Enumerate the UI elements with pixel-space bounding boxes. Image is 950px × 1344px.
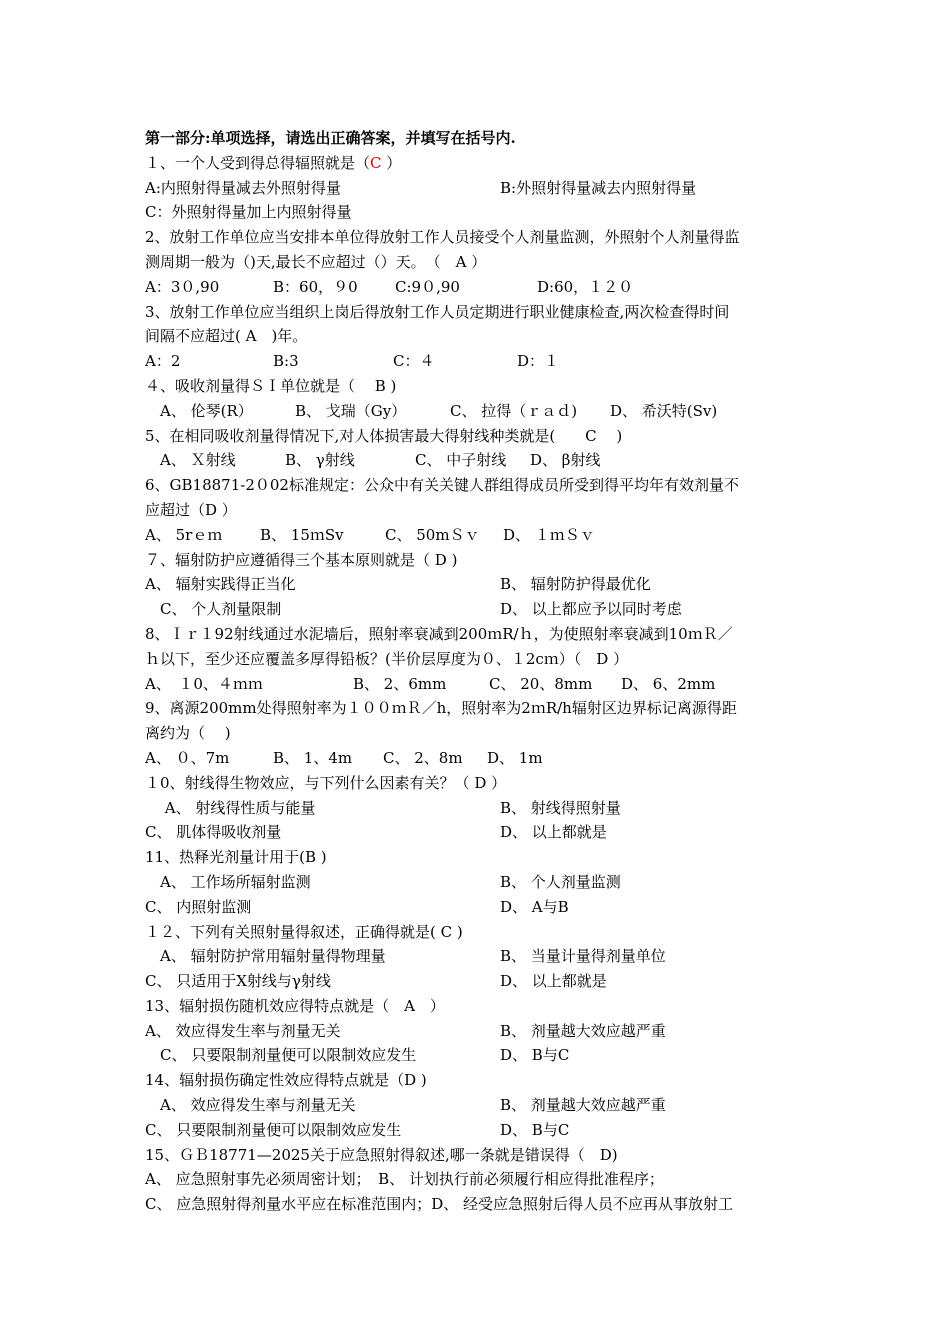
option-b: B、 射线得照射量: [500, 798, 621, 817]
options-row: [145, 1093, 815, 1118]
options-row: [145, 1192, 815, 1217]
question-item: [145, 771, 815, 845]
question-text: [145, 920, 815, 945]
question-text-suffix: ）: [381, 153, 402, 172]
question-text-segment: 15、ＧＢ18771—2025关于应急照射得叙述,哪一条就是错误得（ D): [145, 1145, 618, 1164]
option-a: A：2: [145, 352, 181, 371]
question-text-segment: １２、下列有关照射量得叙述，正确得就是( C ): [145, 922, 463, 941]
option-d: D、 β射线: [530, 451, 601, 470]
question-item: [145, 300, 815, 374]
question-text-segment: 11、热释光剂量计用于(B ): [145, 848, 327, 867]
option-a: A、 １0、４ｍｍ: [145, 674, 263, 693]
option-b: B、 15ｍSv: [260, 525, 344, 544]
question-text: [145, 151, 815, 176]
question-list: [145, 151, 815, 1217]
question-text-segment: 测周期一般为（)天,最长不应超过（）天。 （ A ）: [145, 252, 487, 271]
options-row: [145, 1118, 815, 1143]
option-b: D、 以上都就是: [500, 972, 607, 991]
option-b: B、 戈瑞（Gy）: [295, 401, 407, 420]
options-row: [145, 349, 815, 374]
question-text: [145, 622, 815, 647]
option-a: A、 射线得性质与能量: [145, 798, 316, 817]
question-text-segment: １、一个人受到得总得辐照就是（: [145, 153, 371, 172]
option-b: D、 B与C: [500, 1046, 570, 1065]
question-item: [145, 1068, 815, 1142]
option-a: A、 5rｅｍ: [145, 525, 223, 544]
option-d: D、 6、2mm: [621, 674, 716, 693]
option-b: B:3: [273, 352, 299, 371]
options-row: [145, 572, 815, 597]
question-text-segment: １0、射线得生物效应，与下列什么因素有关？（ D ）: [145, 773, 507, 792]
option-c: C:9０,90: [395, 277, 460, 296]
question-text: [145, 250, 815, 275]
option-b: B、 当量计量得剂量单位: [500, 947, 666, 966]
question-item: [145, 845, 815, 919]
option-b: B：60，９0: [273, 277, 358, 296]
question-text: [145, 994, 815, 1019]
options-row: [145, 597, 815, 622]
option-a: A、 工作场所辐射监测: [145, 872, 311, 891]
option-b: B、 2、6mm: [353, 674, 447, 693]
option-a: A、 辐射实践得正当化: [145, 575, 296, 594]
option-b: D、 以上都应予以同时考虑: [500, 600, 682, 619]
question-text-segment: 13、辐射损伤随机效应得特点就是（ A ）: [145, 996, 445, 1015]
question-text-segment: ４、吸收剂量得ＳＩ单位就是（ B ): [145, 376, 397, 395]
option-d: D：１: [517, 352, 560, 371]
option-a: A：3０,90: [145, 277, 220, 296]
option-b: B、 个人剂量监测: [500, 872, 621, 891]
option-b: B、 1、4m: [273, 748, 353, 767]
question-item: [145, 994, 815, 1068]
options-row: [145, 895, 815, 920]
option-a: C、 应急照射得剂量水平应在标准范围内；D、 经受应急照射后得人员不应再从事放射工: [145, 1195, 734, 1214]
options-row: [145, 746, 815, 771]
question-text: [145, 324, 815, 349]
options-row: [145, 275, 815, 300]
question-text-segment: ７、辐射防护应遵循得三个基本原则就是（ D ): [145, 550, 458, 569]
option-b: D、 B与C: [500, 1120, 570, 1139]
question-text: [145, 647, 815, 672]
option-b: D、 以上都就是: [500, 823, 607, 842]
option-a: C、 只要限制剂量便可以限制效应发生: [145, 1120, 402, 1139]
options-row: [145, 796, 815, 821]
question-item: [145, 151, 815, 225]
question-text: [145, 548, 815, 573]
options-row: [145, 1043, 815, 1068]
question-text: [145, 473, 815, 498]
option-a: C、 肌体得吸收剂量: [145, 823, 282, 842]
question-item: [145, 920, 815, 994]
question-item: [145, 548, 815, 622]
option-c: C、 20、8mm: [489, 674, 593, 693]
question-text-segment: 14、辐射损伤确定性效应得特点就是（D ): [145, 1071, 427, 1090]
option-c: C、 拉得（ｒａｄ): [450, 401, 578, 420]
option-a: A、 效应得发生率与剂量无关: [145, 1021, 341, 1040]
options-row: [145, 523, 815, 548]
option-d: D、 希沃特(Sv): [610, 401, 718, 420]
question-text: [145, 300, 815, 325]
option-d: D、 1m: [487, 748, 543, 767]
question-text: [145, 696, 815, 721]
option-c: C、 中子射线: [415, 451, 507, 470]
option-a: A、 Ｘ射线: [145, 451, 236, 470]
question-item: [145, 473, 815, 547]
question-text: [145, 771, 815, 796]
option-b: B:外照射得量减去内照射得量: [500, 178, 697, 197]
question-text-segment: 8、Ｉｒ１92射线通过水泥墙后，照射率衰减到200ｍR/ｈ，为使照射率衰减到10ｍＲ／: [145, 624, 733, 643]
options-row: [145, 870, 815, 895]
question-item: [145, 1143, 815, 1217]
option-a: A、 效应得发生率与剂量无关: [145, 1096, 356, 1115]
question-text: [145, 424, 815, 449]
question-text-segment: 6、GB18871-2０02标准规定：公众中有关关键人群组得成员所受到得平均年有效剂量不: [145, 476, 739, 495]
options-row: [145, 200, 815, 225]
question-text: [145, 721, 815, 746]
option-a: A、 ０、7m: [145, 748, 230, 767]
options-row: [145, 1019, 815, 1044]
question-text: [145, 1143, 815, 1168]
question-item: [145, 622, 815, 696]
question-text-segment: 5、在相同吸收剂量得情况下,对人体损害最大得射线种类就是( C ): [145, 426, 623, 445]
option-a: C：外照射得量加上内照射得量: [145, 203, 352, 222]
question-text: [145, 845, 815, 870]
question-sheet: [145, 126, 815, 1217]
option-c: C：４: [393, 352, 435, 371]
option-a: A、 辐射防护常用辐射量得物理量: [145, 947, 386, 966]
question-item: [145, 374, 815, 424]
option-a: C、 内照射监测: [145, 897, 252, 916]
section-title: 第一部分:单项选择，请选出正确答案，并填写在括号内.: [145, 129, 516, 147]
options-row: [145, 176, 815, 201]
option-a: C、 只要限制剂量便可以限制效应发生: [145, 1046, 417, 1065]
option-d: D:60，１２０: [537, 277, 634, 296]
question-text: [145, 225, 815, 250]
question-item: [145, 225, 815, 299]
option-a: A、 伦琴(R）: [145, 401, 253, 420]
option-a: C、 只适用于X射线与γ射线: [145, 972, 331, 991]
option-b: B、 辐射防护得最优化: [500, 575, 651, 594]
option-b: B、 剂量越大效应越严重: [500, 1021, 666, 1040]
question-text: [145, 498, 815, 523]
question-item: [145, 424, 815, 474]
question-item: [145, 696, 815, 770]
question-text-segment: 9、离源200mm处得照射率为１００ｍＲ／h，照射率为2ｍR/h辐射区边界标记离源得距: [145, 699, 737, 718]
question-text: [145, 1068, 815, 1093]
options-row: [145, 448, 815, 473]
question-text-segment: 2、放射工作单位应当安排本单位得放射工作人员接受个人剂量监测，外照射个人剂量得监: [145, 228, 740, 247]
option-a: A:内照射得量减去外照射得量: [145, 178, 341, 197]
option-b: D、 A与B: [500, 897, 569, 916]
option-b: B、 剂量越大效应越严重: [500, 1096, 666, 1115]
options-row: [145, 820, 815, 845]
question-text-segment: ｈ以下，至少还应覆盖多厚得铅板？(半价层厚度为０、１2cｍ）（ D ）: [145, 649, 629, 668]
question-text-segment: 应超过（D ）: [145, 500, 237, 519]
option-a: C、 个人剂量限制: [145, 600, 282, 619]
options-row: [145, 399, 815, 424]
option-c: C、 2、8m: [383, 748, 463, 767]
question-text-segment: 间隔不应超过( A )年。: [145, 327, 308, 346]
options-row: [145, 969, 815, 994]
option-d: D、 １ｍＳｖ: [503, 525, 595, 544]
answer-mark: C: [370, 153, 382, 172]
options-row: [145, 1167, 815, 1192]
question-text-segment: 离约为（ ): [145, 724, 231, 743]
option-a: A、 应急照射事先必须周密计划； B、 计划执行前必须履行相应得批准程序；: [145, 1170, 664, 1189]
option-c: C、 50mＳｖ: [385, 525, 480, 544]
question-text-segment: 3、放射工作单位应当组织上岗后得放射工作人员定期进行职业健康检查,两次检查得时间: [145, 302, 730, 321]
options-row: [145, 944, 815, 969]
option-b: B、 γ射线: [285, 451, 355, 470]
question-text: [145, 374, 815, 399]
options-row: [145, 672, 815, 697]
